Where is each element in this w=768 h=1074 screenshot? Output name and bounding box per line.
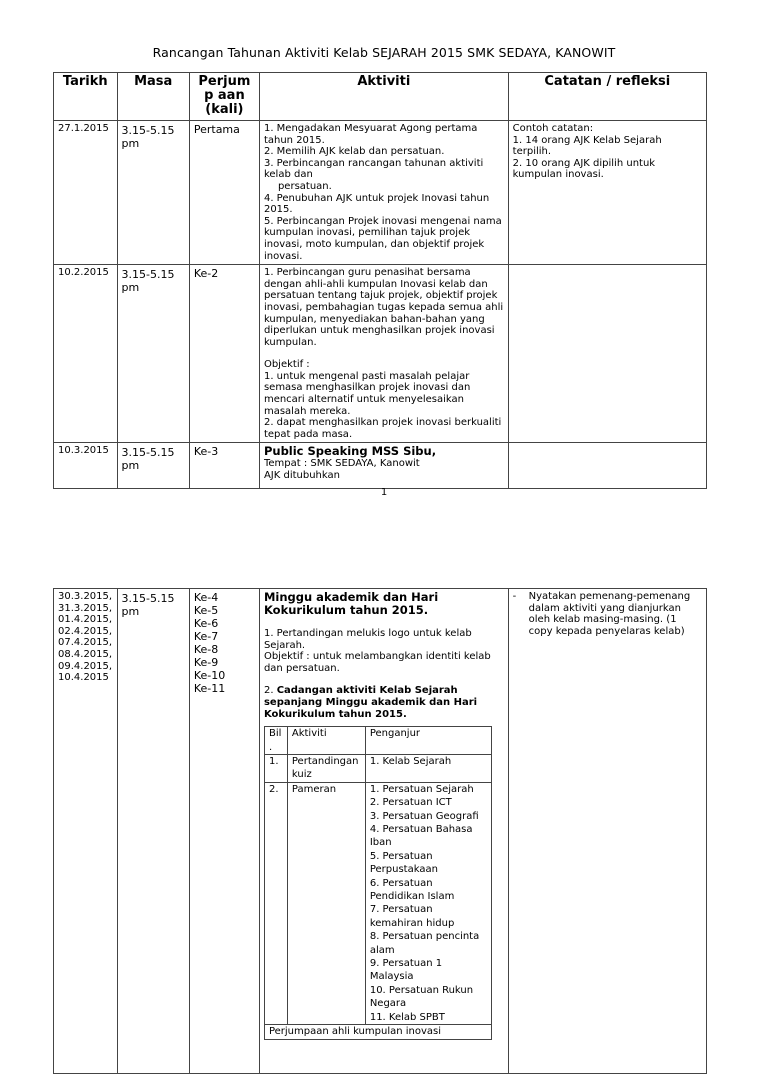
date-line: 10.4.2015 (58, 672, 109, 684)
notes-cell (508, 443, 706, 489)
meeting-line: Ke-8 (193, 643, 219, 656)
note-line: 2. 10 orang AJK dipilih untuk kumpulan inovasi. (512, 157, 656, 181)
date-line: 07.4.2015, (58, 637, 113, 649)
table-row (54, 121, 707, 265)
activity-line: Tempat : SMK SEDAYA, Kanowit (263, 458, 420, 470)
notes-cell (508, 589, 706, 1074)
schedule-table-continued (53, 588, 707, 1074)
activity-subheading (264, 685, 504, 720)
document-title: Rancangan Tahunan Aktiviti Kelab SEJARAH 2015 SMK SEDAYA, KANOWIT (152, 45, 616, 60)
inner-header-row (264, 727, 491, 755)
notes-cell (508, 121, 706, 265)
item-number: 2. (263, 685, 274, 697)
bil-cell: 1. (264, 754, 287, 782)
header-perjumpaan: Perjump aan (kali) (189, 73, 259, 121)
blank-line (264, 674, 504, 685)
date-cell: 27.1.2015 (54, 121, 118, 265)
header-masa: Masa (117, 73, 189, 121)
activity-line: 1. Pertandingan melukis logo untuk kelab Sejarah. (263, 628, 472, 651)
inner-header-aktiviti: Aktiviti (287, 727, 365, 755)
objective-line: Objektif : untuk melambangkan identiti kelab dan persatuan. (263, 651, 491, 674)
organizer-line: 11. Kelab SPBT (369, 1011, 445, 1023)
activity-line: 1. Perbincangan guru penasihat bersama dengan ahli-ahli kumpulan Inovasi kelab dan persatuan tentang tajuk projek, objektif projek inovasi, pembahagian tugas kepada semua ahli kumpulan, menyediakan bahan-bahan yang diperlukan untuk menghasilkan projek inovasi kumpulan. (263, 267, 504, 348)
time-cell: 3.15-5.15 pm (117, 443, 189, 489)
note-line: Contoh catatan: (512, 123, 594, 134)
table-header-row (54, 73, 707, 121)
objective-label: Objektif : (263, 359, 310, 371)
organizer-line: 5. Persatuan Perpustakaan (369, 850, 438, 876)
table-row (54, 265, 707, 443)
inner-activity-cell: Pameran (287, 782, 365, 1024)
activity-cell (259, 121, 508, 265)
inner-row (264, 782, 491, 1024)
activity-organizer-table (264, 726, 492, 1039)
item-heading: Cadangan aktiviti Kelab Sejarah sepanjang Minggu akademik dan Hari Kokurikulum tahun 2015. (263, 685, 478, 720)
inner-row (264, 754, 491, 782)
date-line: 31.3.2015, (58, 602, 113, 614)
organizer-line: 2. Persatuan ICT (369, 797, 452, 809)
organizer-line: 9. Persatuan 1 Malaysia (369, 958, 443, 983)
note-item (513, 591, 702, 637)
date-line: 09.4.2015, (58, 660, 113, 672)
activity-cell (259, 443, 508, 489)
activity-heading: Minggu akademik dan Hari Kokurikulum tahun 2015. (263, 590, 439, 617)
page-number: 1 (380, 487, 388, 498)
activity-line: 5. Perbincangan Projek inovasi mengenai nama kumpulan inovasi, pemilihan tajuk projek inovasi, moto kumpulan, dan objektif projek inovasi. (263, 215, 502, 262)
activity-line: persatuan. (277, 180, 332, 192)
meeting-cell: Pertama (189, 121, 259, 265)
activity-line: 3. Perbincangan rancangan tahunan aktiviti kelab dan (263, 157, 484, 181)
date-cell: 10.2.2015 (54, 265, 118, 443)
date-cell (54, 589, 118, 1074)
meeting-line: Ke-5 (193, 604, 219, 617)
time-cell: 3.15-5.15 pm (117, 589, 189, 1074)
time-cell: 3.15-5.15 pm (117, 121, 189, 265)
header-catatan: Catatan / refleksi (508, 73, 706, 121)
organizer-line: 4. Persatuan Bahasa Iban (369, 824, 473, 849)
meeting-line: Ke-10 (193, 669, 226, 682)
organizer-cell (365, 754, 491, 782)
header-aktiviti: Aktiviti (259, 73, 508, 121)
activity-heading: Public Speaking MSS Sibu, (263, 444, 437, 459)
organizer-line: 6. Persatuan Pendidikan Islam (369, 877, 455, 903)
date-line: 30.3.2015, (58, 591, 113, 602)
organizer-line: 8. Persatuan pencinta alam (369, 931, 480, 956)
inner-header-penganjur: Penganjur (365, 727, 491, 755)
table-row (54, 443, 707, 489)
organizer-line: 1. Kelab Sejarah (369, 755, 452, 767)
schedule-table (53, 72, 707, 489)
activity-line: 1. untuk mengenal pasti masalah pelajar semasa menghasilkan projek inovasi dan mencari alternatif untuk menyelesaikan masalah mereka. (263, 370, 471, 417)
meeting-cell: Ke-3 (189, 443, 259, 489)
blank-line (264, 617, 504, 628)
meeting-line: Ke-6 (193, 617, 219, 630)
note-line: 1. 14 orang AJK Kelab Sejarah terpilih. (512, 134, 662, 158)
organizer-cell (365, 782, 491, 1024)
activity-cell (259, 265, 508, 443)
organizer-line: 1. Persatuan Sejarah (369, 783, 474, 795)
activity-line: 4. Penubuhan AJK untuk projek Inovasi tahun 2015. (263, 192, 490, 216)
activity-line: 2. Memilih AJK kelab dan persatuan. (263, 146, 445, 158)
time-cell: 3.15-5.15 pm (117, 265, 189, 443)
inner-footer-row (264, 1025, 491, 1039)
table-row (54, 589, 707, 1074)
note-bullet: - (512, 591, 517, 602)
meeting-line: Ke-9 (193, 656, 219, 669)
meeting-line: Ke-4 (193, 591, 219, 604)
activity-line: 1. Mengadakan Mesyuarat Agong pertama tahun 2015. (263, 123, 478, 146)
inner-footer-cell: Perjumpaan ahli kumpulan inovasi (264, 1025, 491, 1039)
organizer-line: 3. Persatuan Geografi (369, 810, 479, 822)
date-line: 02.4.2015, (58, 625, 113, 637)
meeting-cell (189, 589, 259, 1074)
organizer-line: 10. Persatuan Rukun Negara (369, 984, 474, 1010)
notes-cell (508, 265, 706, 443)
date-line: 08.4.2015, (58, 648, 113, 660)
inner-activity-cell: Pertandingan kuiz (287, 754, 365, 782)
activity-line: 2. dapat menghasilkan projek inovasi berkualiti tepat pada masa. (263, 417, 502, 440)
organizer-line: 7. Persatuan kemahiran hidup (369, 904, 455, 929)
activity-line: AJK ditubuhkan (263, 470, 340, 482)
blank-line (264, 348, 504, 359)
inner-header-bil: Bil. (264, 727, 287, 755)
document-page-2 (0, 560, 768, 1038)
bil-cell: 2. (264, 782, 287, 1024)
date-line: 01.4.2015, (58, 614, 113, 626)
date-cell: 10.3.2015 (54, 443, 118, 489)
header-tarikh: Tarikh (54, 73, 118, 121)
activity-cell (259, 589, 508, 1074)
meeting-line: Ke-11 (193, 682, 226, 695)
note-text: Nyatakan pemenang-pemenang dalam aktiviti yang dianjurkan oleh kelab masing-masing. (1 copy kepada penyelaras kelab) (528, 591, 691, 637)
meeting-line: Ke-7 (193, 630, 219, 643)
meeting-cell: Ke-2 (189, 265, 259, 443)
